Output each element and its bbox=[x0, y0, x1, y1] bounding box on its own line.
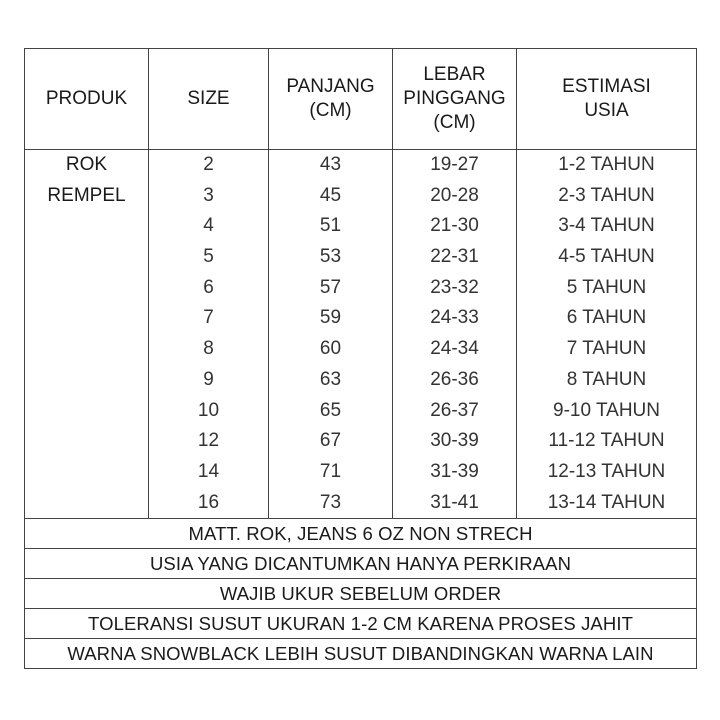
header-lebar-line: LEBAR bbox=[423, 64, 486, 85]
header-panjang-line: PANJANG bbox=[286, 76, 375, 97]
lebar-value: 21-30 bbox=[430, 215, 479, 237]
panjang-value: 57 bbox=[319, 276, 342, 298]
panjang-value: 67 bbox=[319, 430, 342, 452]
lebar-column bbox=[393, 150, 517, 519]
usia-value: 9-10 TAHUN bbox=[553, 399, 660, 421]
sizes-value: 5 bbox=[203, 246, 214, 268]
header-size-line: SIZE bbox=[187, 88, 230, 109]
sizes-value: 7 bbox=[203, 307, 214, 329]
note-row bbox=[25, 519, 697, 549]
note-snowblack-shrink: WARNA SNOWBLACK LEBIH SUSUT DIBANDINGKAN WARNA LAIN bbox=[25, 639, 697, 669]
lebar-value: 22-31 bbox=[430, 246, 479, 268]
produk-cell bbox=[25, 150, 149, 519]
panjang-value: 53 bbox=[319, 246, 342, 268]
panjang-value: 43 bbox=[319, 154, 342, 175]
lebar-value: 23-32 bbox=[430, 276, 479, 298]
lebar-value: 19-27 bbox=[430, 154, 479, 175]
panjang-value: 59 bbox=[319, 307, 342, 329]
lebar-value: 30-39 bbox=[430, 430, 479, 452]
usia-value: 13-14 TAHUN bbox=[547, 491, 666, 513]
sizes-value: 10 bbox=[197, 399, 220, 421]
usia-value: 2-3 TAHUN bbox=[558, 184, 655, 206]
data-row bbox=[25, 150, 697, 519]
header-produk-line: PRODUK bbox=[45, 88, 128, 109]
lebar-value: 31-39 bbox=[430, 460, 479, 482]
panjang-value: 63 bbox=[319, 368, 342, 390]
header-size bbox=[149, 49, 269, 150]
size-column bbox=[149, 150, 269, 519]
sizes-value: 6 bbox=[203, 276, 214, 298]
usia-value: 5 TAHUN bbox=[566, 276, 647, 298]
lebar-value: 26-37 bbox=[430, 399, 479, 421]
header-usia-line: USIA bbox=[584, 100, 629, 121]
usia-value: 7 TAHUN bbox=[566, 338, 647, 360]
usia-value: 1-2 TAHUN bbox=[558, 154, 655, 175]
usia-value: 4-5 TAHUN bbox=[558, 246, 655, 268]
lebar-value: 24-33 bbox=[430, 307, 479, 329]
note-measure-before-order: WAJIB UKUR SEBELUM ORDER bbox=[25, 579, 697, 609]
header-panjang-line: (CM) bbox=[309, 100, 352, 121]
panjang-value: 71 bbox=[319, 460, 342, 482]
sizes-value: 2 bbox=[203, 154, 214, 175]
panjang-value: 51 bbox=[319, 215, 342, 237]
panjang-value: 60 bbox=[319, 338, 342, 360]
header-usia-line: ESTIMASI bbox=[562, 76, 651, 97]
usia-value: 12-13 TAHUN bbox=[547, 460, 666, 482]
header-panjang bbox=[269, 49, 393, 150]
note-row bbox=[25, 549, 697, 579]
usia-value: 3-4 TAHUN bbox=[558, 215, 655, 237]
header-lebar-line: (CM) bbox=[433, 112, 476, 133]
sizes-value: 12 bbox=[197, 430, 220, 452]
sizes-value: 16 bbox=[197, 491, 220, 513]
product-name-line: REMPEL bbox=[47, 184, 126, 206]
header-estimasi-usia bbox=[517, 49, 697, 150]
header-lebar-line: PINGGANG bbox=[403, 88, 506, 109]
product-name-line: ROK bbox=[65, 154, 108, 175]
usia-value: 8 TAHUN bbox=[566, 368, 647, 390]
lebar-value: 20-28 bbox=[430, 184, 479, 206]
header-row bbox=[25, 49, 697, 150]
sizes-value: 4 bbox=[203, 215, 214, 237]
size-chart-table bbox=[24, 48, 697, 669]
usia-column bbox=[517, 150, 697, 519]
note-shrink-tolerance: TOLERANSI SUSUT UKURAN 1-2 CM KARENA PROSES JAHIT bbox=[25, 609, 697, 639]
sizes-value: 3 bbox=[203, 184, 214, 206]
usia-value: 11-12 TAHUN bbox=[548, 430, 665, 452]
note-age-estimate: USIA YANG DICANTUMKAN HANYA PERKIRAAN bbox=[25, 549, 697, 579]
panjang-value: 45 bbox=[319, 184, 342, 206]
note-material: MATT. ROK, JEANS 6 OZ NON STRECH bbox=[25, 519, 697, 549]
lebar-value: 26-36 bbox=[430, 368, 479, 390]
panjang-column bbox=[269, 150, 393, 519]
sizes-value: 9 bbox=[203, 368, 214, 390]
usia-value: 6 TAHUN bbox=[566, 307, 647, 329]
note-row bbox=[25, 639, 697, 669]
header-lebar-pinggang bbox=[393, 49, 517, 150]
panjang-value: 65 bbox=[319, 399, 342, 421]
header-produk bbox=[25, 49, 149, 150]
panjang-value: 73 bbox=[319, 491, 342, 513]
sizes-value: 8 bbox=[203, 338, 214, 360]
note-row bbox=[25, 609, 697, 639]
note-row bbox=[25, 579, 697, 609]
lebar-value: 24-34 bbox=[430, 338, 479, 360]
lebar-value: 31-41 bbox=[430, 491, 479, 513]
sizes-value: 14 bbox=[197, 460, 220, 482]
